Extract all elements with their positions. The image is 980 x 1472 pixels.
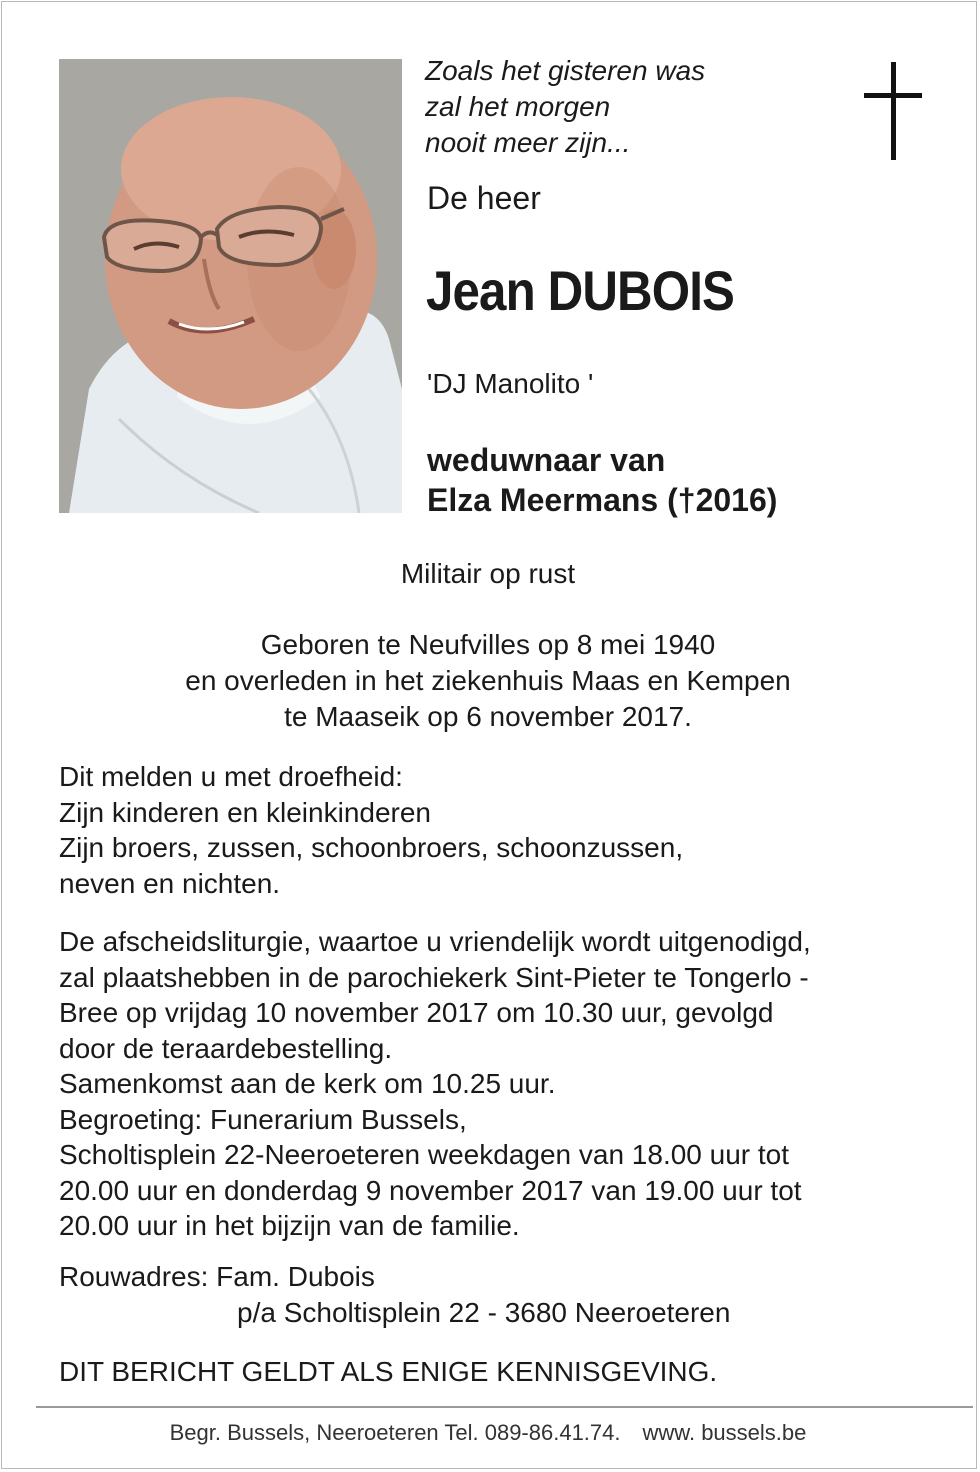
mourning-address <box>59 1259 730 1330</box>
deceased-name: Jean DUBOIS <box>426 259 734 322</box>
liturgy-line: 20.00 uur en donderdag 9 november 2017 van 19.00 uur tot <box>59 1174 802 1206</box>
widower-block <box>427 440 777 520</box>
dates-line: te Maaseik op 6 november 2017. <box>284 701 692 732</box>
liturgy-line: zal plaatshebben in de parochiekerk Sint-Pieter te Tongerlo - <box>59 961 809 993</box>
cross-icon <box>864 62 922 160</box>
funeral-liturgy-details <box>59 924 811 1244</box>
family-announcement <box>59 759 683 901</box>
dates-line: Geboren te Neufvilles op 8 mei 1940 <box>260 629 716 660</box>
address-line-1: Rouwadres: Fam. Dubois <box>59 1261 375 1292</box>
dates-line: en overleden in het ziekenhuis Maas en Kempen <box>185 665 791 696</box>
profession: Militair op rust <box>400 558 576 589</box>
liturgy-line: Scholtisplein 22-Neeroeteren weekdagen van 18.00 uur tot <box>59 1139 790 1170</box>
footer-company: Begr. Bussels, Neeroeteren Tel. 089-86.41.74. <box>169 1420 621 1445</box>
announcement-line: Zijn broers, zussen, schoonbroers, schoonzussen, <box>59 832 684 863</box>
liturgy-line: De afscheidsliturgie, waartoe u vriendelijk wordt uitgenodigd, <box>59 926 811 957</box>
widower-label: weduwnaar van <box>427 442 666 478</box>
liturgy-line: Bree op vrijdag 10 november 2017 om 10.30 uur, gevolgd <box>59 997 774 1028</box>
quote-line: nooit meer zijn... <box>425 127 631 158</box>
portrait-illustration <box>59 59 402 513</box>
spouse-name: Elza Meermans (†2016) <box>427 482 778 518</box>
notice-statement: DIT BERICHT GELDT ALS ENIGE KENNISGEVING. <box>59 1356 718 1387</box>
footer-divider <box>36 1406 973 1408</box>
quote-line: Zoals het gisteren was <box>425 55 706 86</box>
footer <box>0 1418 976 1448</box>
memorial-quote <box>425 53 705 161</box>
announcement-line: Zijn kinderen en kleinkinderen <box>59 796 431 828</box>
portrait-photo <box>59 59 402 513</box>
liturgy-line: Samenkomst aan de kerk om 10.25 uur. <box>59 1068 556 1099</box>
deceased-nickname: 'DJ Manolito ' <box>427 368 594 399</box>
quote-line: zal het morgen <box>425 91 611 122</box>
birth-death-dates <box>0 627 976 735</box>
liturgy-line: Begroeting: Funerarium Bussels, <box>59 1103 467 1135</box>
footer-website[interactable]: www. bussels.be <box>642 1420 807 1445</box>
announcement-line: neven en nichten. <box>59 867 281 899</box>
honorific-title: De heer <box>427 180 541 216</box>
announcement-line: Dit melden u met droefheid: <box>59 761 403 792</box>
liturgy-line: door de teraardebestelling. <box>59 1032 393 1064</box>
liturgy-line: 20.00 uur in het bijzijn van de familie. <box>59 1210 520 1241</box>
address-line-2: p/a Scholtisplein 22 - 3680 Neeroeteren <box>237 1296 731 1328</box>
